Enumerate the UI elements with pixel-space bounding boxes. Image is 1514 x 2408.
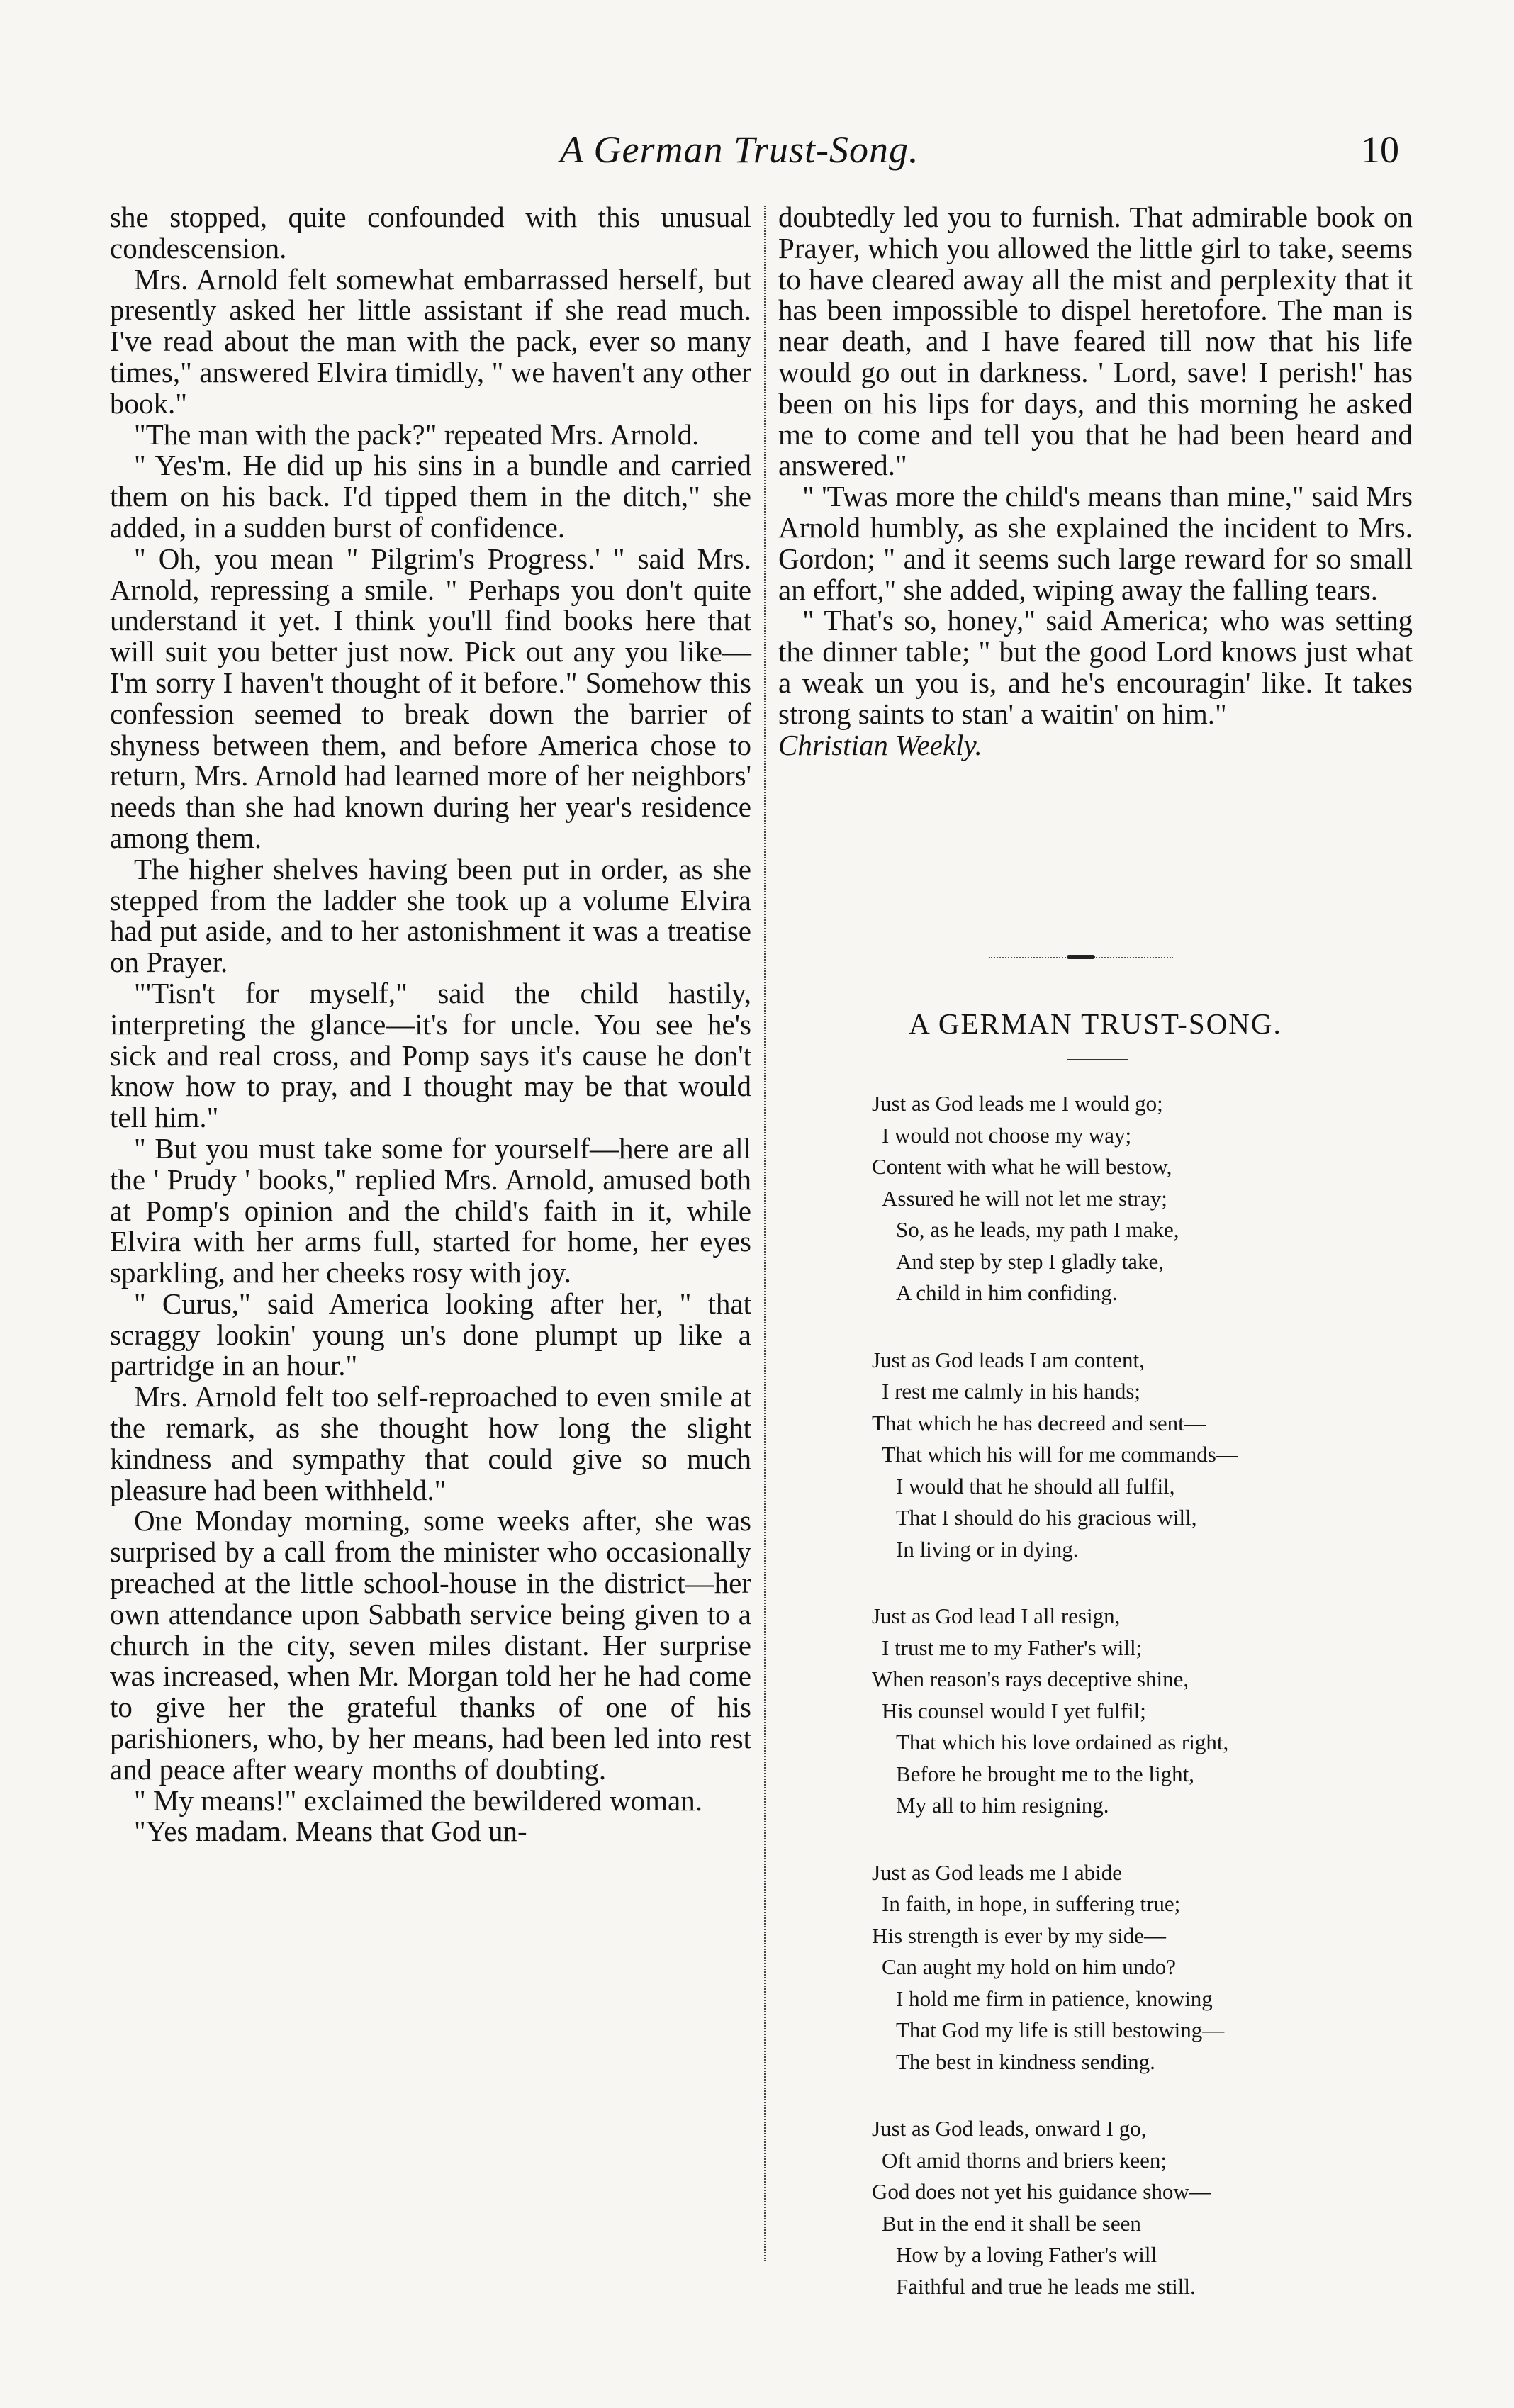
running-title: A German Trust-Song. <box>560 128 919 171</box>
column-divider <box>764 206 766 2261</box>
poem-line: A child in him confiding. <box>896 1280 1118 1305</box>
poem-line: I trust me to my Father's will; <box>882 1635 1143 1660</box>
poem-line: Faithful and true he leads me still. <box>896 2273 1196 2299</box>
attribution: Christian Weekly. <box>778 728 982 761</box>
poem <box>872 1088 1411 2338</box>
poem-line: The best in kindness sending. <box>896 2049 1155 2074</box>
stanza <box>872 1857 1411 2078</box>
right-column <box>778 202 1413 761</box>
poem-line: Just as God leads me I abide <box>872 1859 1122 1885</box>
stanza <box>872 2113 1411 2302</box>
paragraph: " My means!" exclaimed the bewildered woman. <box>134 1783 702 1817</box>
paragraph: " Yes'm. He did up his sins in a bundle and carried them on his back. I'd tipped them in the ditch," she added, in a sudden burst of confidence. <box>110 449 751 544</box>
title-rule <box>1067 1059 1128 1060</box>
page-number: 10 <box>1361 128 1399 171</box>
paragraph: " 'Twas more the child's means than mine," said Mrs Arnold humbly, as she explained the incident to Mrs. Gordon; " and it seems such large reward for so small an effort," she added, wiping away the falling tears. <box>778 480 1413 606</box>
paragraph: " Curus," said America looking after her, " that scraggy lookin' young un's done plumpt up like a partridge in an hour." <box>110 1287 751 1382</box>
poem-line: Before he brought me to the light, <box>896 1761 1194 1786</box>
paragraph: " That's so, honey," said America; who was setting the dinner table; " but the good Lord knows just what a weak un you is, and he's encouragin' like. It takes strong saints to stan' a waitin' on him." <box>778 604 1413 730</box>
poem-line: Just as God leads, onward I go, <box>872 2116 1147 2141</box>
paragraph: Mrs. Arnold felt too self-reproached to even smile at the remark, as she thought how long the slight kindness and sympathy that could give so much pleasure had been withheld." <box>110 1380 751 1506</box>
poem-line: When reason's rays deceptive shine, <box>872 1667 1189 1691</box>
paragraph: doubtedly led you to furnish. That admirable book on Prayer, which you allowed the little girl to take, seems to have cleared away all the mist and perplexity that it has been impossible to dispel heretofore. The man is near death, and I have feared till now that his life would go out in darkness. ' Lord, save! I perish!' has been on his lips for days, and this morning he asked me to come and tell you that he had been heard and answered." <box>778 201 1413 482</box>
stanza <box>872 1345 1411 1566</box>
left-column <box>110 202 751 1847</box>
section-ornament <box>989 957 1173 963</box>
poem-line: I would not choose my way; <box>882 1122 1132 1148</box>
paragraph: she stopped, quite confounded with this unusual condescension. <box>110 201 751 264</box>
paragraph: " Oh, you mean " Pilgrim's Progress.' " said Mrs. Arnold, repressing a smile. " Perhaps you don't quite understand it yet. I think you'll find books here that will suit you better just now. Pick out any you like—I'm sorry I haven't thought of it before." Somehow this confession seemed to break down the barrier of shyness between them, and before America chose to return, Mrs. Arnold had learned more of her neighbors' needs than she had known during her year's residence among them. <box>110 542 751 854</box>
poem-line: That I should do his gracious will, <box>896 1505 1197 1530</box>
poem-line: I rest me calmly in his hands; <box>882 1379 1141 1404</box>
poem-line: His strength is ever by my side— <box>872 1922 1167 1948</box>
poem-line: His counsel would I yet fulfil; <box>882 1698 1146 1723</box>
poem-line: That which he has decreed and sent— <box>872 1410 1206 1435</box>
poem-line: That which his will for me commands— <box>882 1442 1238 1467</box>
poem-line: Oft amid thorns and briers keen; <box>882 2147 1167 2173</box>
paragraph: The higher shelves having been put in order, as she stepped from the ladder she took up a volume Elvira had put aside, and to her astonishment it was a treatise on Prayer. <box>110 852 751 979</box>
poem-line: Just as God lead I all resign, <box>872 1603 1121 1628</box>
poem-line: That which his love ordained as right, <box>896 1730 1229 1754</box>
paragraph: "Yes madam. Means that God un- <box>134 1815 527 1848</box>
poem-line: Content with what he will bestow, <box>872 1154 1172 1179</box>
poem-line: And step by step I gladly take, <box>896 1248 1164 1274</box>
poem-line: But in the end it shall be seen <box>882 2210 1141 2236</box>
paragraph: "'Tisn't for myself," said the child hastily, interpreting the glance—it's for uncle. You see he's sick and real cross, and Pomp says it's cause he don't know how to pray, and I thought may be that would tell him." <box>110 976 751 1134</box>
poem-line: Just as God leads me I would go; <box>872 1091 1163 1116</box>
poem-line: That God my life is still bestowing— <box>896 2017 1225 2042</box>
paragraph: One Monday morning, some weeks after, she was surprised by a call from the minister who occasionally preached at the little school-house in the district—her own attendance upon Sabbath service being given to a church in the city, seven miles distant. Her surprise was increased, when Mr. Morgan told her he had come to give her the grateful thanks of one of his parishioners, who, by her means, had been led into rest and peace after weary months of doubting. <box>110 1504 751 1786</box>
stanza <box>872 1601 1411 1822</box>
stanza <box>872 1088 1411 1309</box>
poem-line: Assured he will not let me stray; <box>882 1185 1167 1211</box>
poem-line: In faith, in hope, in suffering true; <box>882 1891 1181 1916</box>
poem-line: My all to him resigning. <box>896 1793 1109 1818</box>
paragraph: Mrs. Arnold felt somewhat embarrassed herself, but presently asked her little assistant if she read much. I've read about the man with the pack, ever so many times," answered Elvira timidly, " we haven't any other book." <box>110 262 751 420</box>
poem-line: Just as God leads I am content, <box>872 1347 1145 1372</box>
poem-line: God does not yet his guidance show— <box>872 2179 1211 2204</box>
poem-line: I hold me firm in patience, knowing <box>896 1986 1213 2011</box>
poem-line: I would that he should all fulfil, <box>896 1473 1175 1499</box>
poem-line: In living or in dying. <box>896 1536 1079 1562</box>
poem-line: How by a loving Father's will <box>896 2242 1157 2267</box>
poem-line: Can aught my hold on him undo? <box>882 1954 1177 1979</box>
paragraph: " But you must take some for yourself—here are all the ' Prudy ' books," replied Mrs. Arnold, amused both at Pomp's opinion and the child's faith in it, while Elvira with her arms full, started for home, her eyes sparkling, and her cheeks rosy with joy. <box>110 1131 751 1289</box>
paragraph: "The man with the pack?" repeated Mrs. Arnold. <box>134 418 700 451</box>
poem-line: So, as he leads, my path I make, <box>896 1217 1179 1242</box>
poem-title: A GERMAN TRUST-SONG. <box>909 1007 1282 1040</box>
